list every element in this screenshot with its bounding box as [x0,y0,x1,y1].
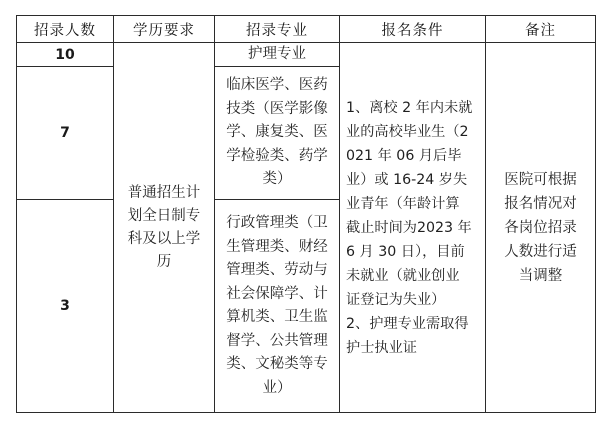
count-row-2: 7 [60,125,70,141]
major-row-2: 临床医学、医药 技类（医学影像 学、康复类、医 学检验类、药学 类） [226,77,328,188]
header-remark: 备注 [525,22,556,39]
remark-note: 医院可根据 报名情况对 各岗位招录 人数进行适 当调整 [504,171,577,284]
table-bottom-border [16,412,595,413]
major-row-3: 行政管理类（卫 生管理类、财经 管理类、劳动与 社会保障学、计 算机类、卫生监 督学、公共管理 类、文秘类等专 业） [226,215,328,396]
education-requirement: 普通招生计 划全日制专 科及以上学 历 [127,184,201,270]
count-row-3: 3 [60,298,70,314]
major-row-1: 护理专业 [248,46,306,62]
header-major: 招录专业 [246,22,308,39]
header-education: 学历要求 [133,22,195,39]
header-count: 招录人数 [34,22,96,39]
table-right-border [595,15,596,413]
count-row-1: 10 [55,46,75,63]
header-conditions: 报名条件 [381,22,444,39]
application-conditions: 1、离校 2 年内未就 业的高校毕业生（2 021 年 06 月后毕 业）或 16-24 岁失 业青年（年龄计算 截止时间为2023 年 6 月 30 日），目前 未就业（就业创业 证登记为失业） 2、护理专业需取得 护士执业证 [346,99,473,356]
